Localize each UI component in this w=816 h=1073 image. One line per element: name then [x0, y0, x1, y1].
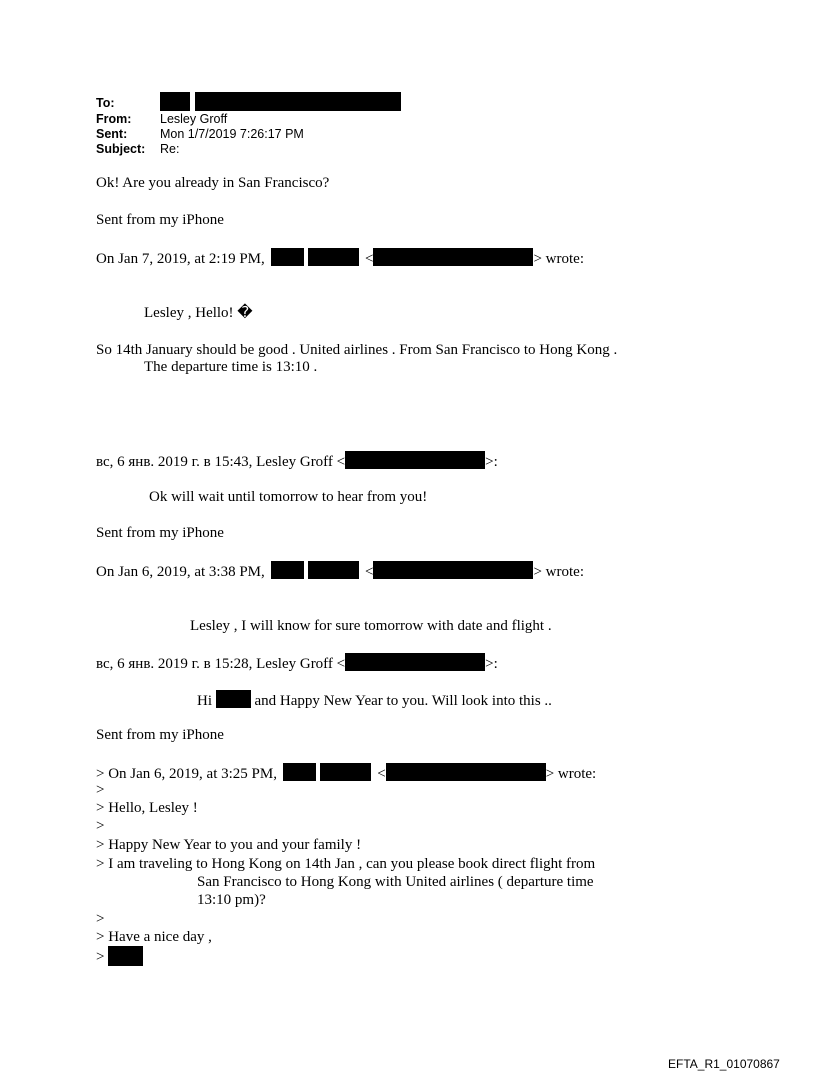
redaction-block: [308, 561, 359, 579]
sent-value: Mon 1/7/2019 7:26:17 PM: [160, 127, 304, 141]
subject-value: Re:: [160, 142, 180, 156]
body-line: Hi and Happy New Year to you. Will look into this ..: [197, 690, 552, 710]
quoted-line: > Have a nice day ,: [96, 929, 212, 945]
redaction-block: [271, 248, 304, 266]
signature-line: Sent from my iPhone: [96, 727, 224, 743]
quoted-line: >: [96, 818, 105, 834]
to-label: To:: [96, 96, 115, 110]
redaction-block: [283, 763, 316, 781]
subject-label: Subject:: [96, 142, 146, 156]
redaction-block: [373, 561, 533, 579]
quoted-line: San Francisco to Hong Kong with United airlines ( departure time: [197, 874, 594, 890]
quoted-line: > Hello, Lesley !: [96, 800, 198, 816]
quoted-line: >: [96, 782, 105, 798]
quote-attribution: > On Jan 6, 2019, at 3:25 PM, < > wrote:: [96, 763, 596, 783]
from-value: Lesley Groff: [160, 112, 228, 126]
redaction-block: [345, 451, 485, 469]
quoted-line: >: [96, 946, 143, 966]
sent-label: Sent:: [96, 127, 128, 141]
body-line: So 14th January should be good . United airlines . From San Francisco to Hong Kong .: [96, 342, 618, 358]
document-id: EFTA_R1_01070867: [668, 1057, 780, 1071]
redaction-block: [386, 763, 546, 781]
redaction-block: [108, 946, 143, 966]
quoted-line: > Happy New Year to you and your family !: [96, 837, 362, 853]
redaction-block: [216, 690, 251, 708]
redaction-block: [308, 248, 359, 266]
body-line: Ok! Are you already in San Francisco?: [96, 175, 330, 191]
quoted-line: 13:10 pm)?: [197, 892, 266, 908]
quote-attribution: On Jan 7, 2019, at 2:19 PM, < > wrote:: [96, 248, 584, 268]
redaction-block: [373, 248, 533, 266]
body-line: The departure time is 13:10 .: [144, 359, 318, 375]
quote-attribution: On Jan 6, 2019, at 3:38 PM, < > wrote:: [96, 561, 584, 581]
redaction-block: [195, 92, 401, 111]
body-line: Ok will wait until tomorrow to hear from you!: [149, 489, 428, 505]
quoted-line: > I am traveling to Hong Kong on 14th Jan , can you please book direct flight from: [96, 856, 596, 872]
from-label: From:: [96, 112, 132, 126]
quoted-line: >: [96, 911, 105, 927]
signature-line: Sent from my iPhone: [96, 212, 224, 228]
redaction-block: [320, 763, 371, 781]
redaction-block: [345, 653, 485, 671]
body-line: Lesley , Hello! �: [144, 305, 253, 321]
redaction-block: [160, 92, 190, 111]
signature-line: Sent from my iPhone: [96, 525, 224, 541]
quote-attribution: вс, 6 янв. 2019 г. в 15:28, Lesley Groff < >:: [96, 653, 498, 673]
redaction-block: [271, 561, 304, 579]
body-line: Lesley , I will know for sure tomorrow with date and flight .: [190, 618, 552, 634]
quote-attribution: вс, 6 янв. 2019 г. в 15:43, Lesley Groff < >:: [96, 451, 498, 471]
